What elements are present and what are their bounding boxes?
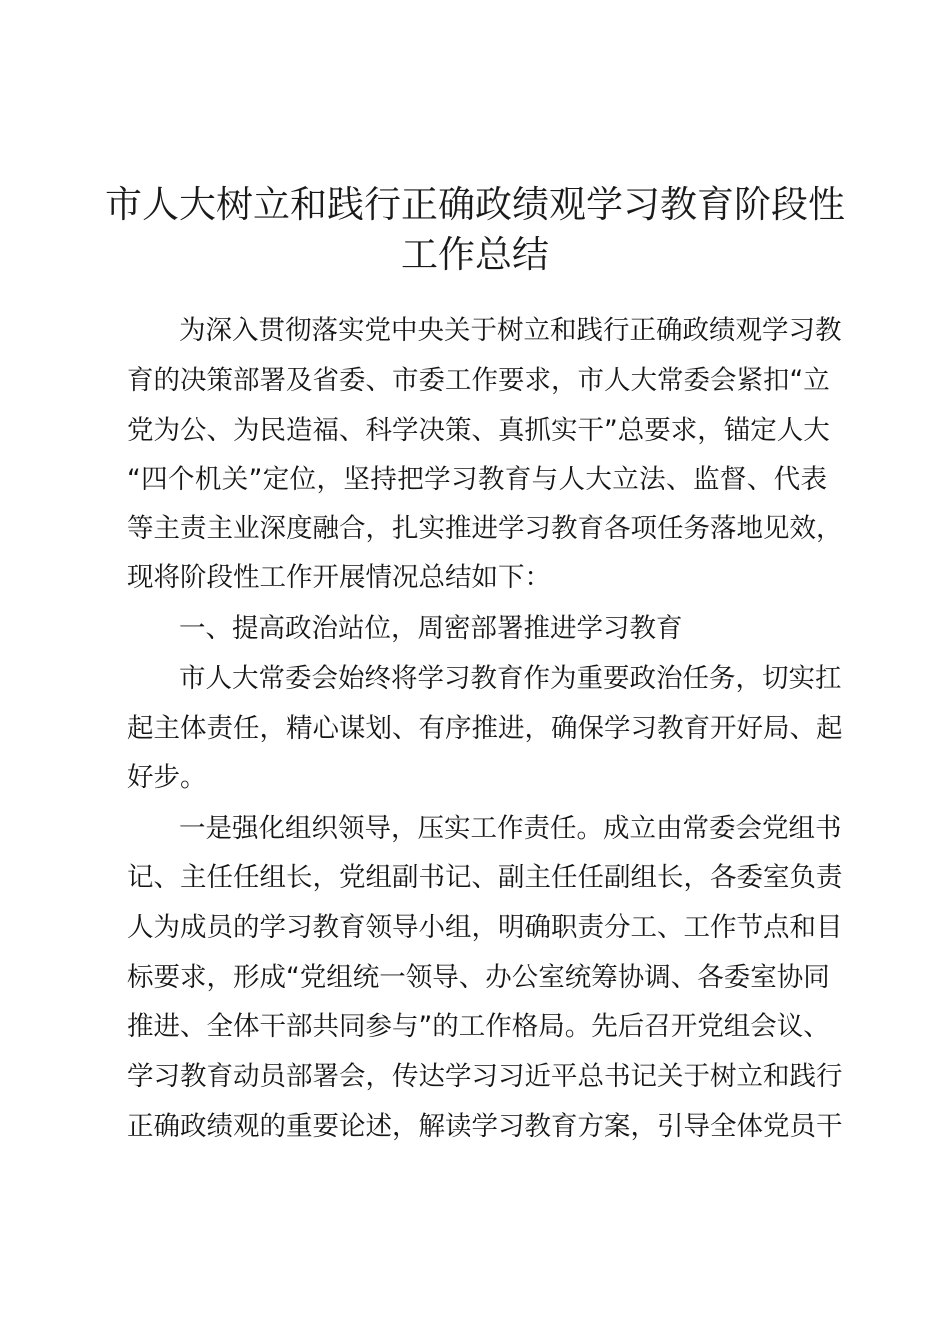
- paragraph-line: 育的决策部署及省委、市委工作要求，市人大常委会紧扣“立: [127, 365, 830, 396]
- paragraph-line: 起主体责任，精心谋划、有序推进，确保学习教育开好局、起: [127, 713, 843, 744]
- paragraph-line: 好步。: [127, 762, 207, 793]
- paragraph-line: 等主责主业深度融合，扎实推进学习教育各项任务落地见效，: [127, 513, 843, 544]
- paragraph-line: 党为公、为民造福、科学决策、真抓实干”总要求，锚定人大: [127, 415, 830, 446]
- paragraph-line: 学习教育动员部署会，传达学习习近平总书记关于树立和践行: [127, 1061, 843, 1092]
- paragraph-line: 现将阶段性工作开展情况总结如下：: [127, 562, 551, 593]
- paragraph-line: 为深入贯彻落实党中央关于树立和践行正确政绩观学习教: [179, 315, 842, 346]
- paragraph-line: “四个机关”定位，坚持把学习教育与人大立法、监督、代表: [127, 464, 827, 495]
- paragraph-line: 市人大常委会始终将学习教育作为重要政治任务，切实扛: [179, 663, 842, 694]
- document-title-line-2: 工作总结: [401, 233, 549, 276]
- paragraph-line: 人为成员的学习教育领导小组，明确职责分工、工作节点和目: [127, 912, 843, 943]
- paragraph-line: 正确政绩观的重要论述，解读学习教育方案，引导全体党员干: [127, 1111, 843, 1142]
- section-heading: 一、提高政治站位，周密部署推进学习教育: [179, 613, 683, 644]
- paragraph-line: 标要求，形成“党组统一领导、办公室统筹协调、各委室协同: [127, 962, 830, 993]
- paragraph-line: 推进、全体干部共同参与”的工作格局。先后召开党组会议、: [127, 1011, 830, 1042]
- paragraph-line: 一是强化组织领导，压实工作责任。成立由常委会党组书: [179, 813, 842, 844]
- document-title-line-1: 市人大树立和践行正确政绩观学习教育阶段性: [105, 183, 845, 226]
- paragraph-line: 记、主任任组长，党组副书记、副主任任副组长，各委室负责: [127, 862, 843, 893]
